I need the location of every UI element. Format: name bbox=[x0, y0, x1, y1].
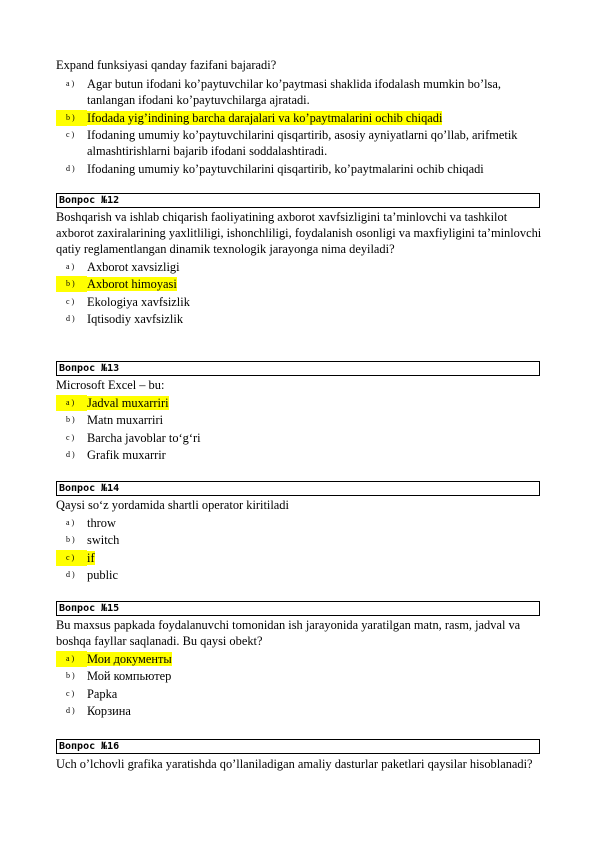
option-text: Ifodaning umumiy ko’paytuvchilarini qisqartirib, ko’paytmalarini ochib chiqadi bbox=[87, 161, 484, 176]
option-letter: a ) bbox=[66, 79, 75, 88]
question-15 bbox=[56, 617, 542, 719]
question-text: Microsoft Excel – bu: bbox=[56, 378, 165, 392]
option-text: throw bbox=[87, 515, 116, 530]
option-b[interactable] bbox=[56, 668, 542, 684]
option-letter: a ) bbox=[66, 261, 75, 271]
option-d[interactable] bbox=[56, 311, 542, 327]
option-a[interactable] bbox=[56, 76, 542, 108]
question-16 bbox=[56, 756, 542, 772]
options-list bbox=[56, 76, 542, 177]
option-text: switch bbox=[87, 533, 120, 547]
option-d[interactable] bbox=[56, 567, 542, 583]
option-c[interactable] bbox=[56, 430, 542, 446]
option-letter: b ) bbox=[66, 671, 75, 680]
option-text: Ifodada yig’indining barcha darajalari va ko’paytmalarini ochib chiqadi bbox=[87, 110, 443, 125]
option-letter: c ) bbox=[56, 550, 87, 566]
question-header-12: Вопрос №12 bbox=[56, 193, 540, 208]
option-letter: d ) bbox=[66, 570, 75, 579]
option-text: Axborot xavsizligi bbox=[87, 259, 180, 274]
option-b[interactable] bbox=[56, 276, 542, 292]
option-a[interactable] bbox=[56, 259, 542, 275]
option-b[interactable] bbox=[56, 412, 542, 428]
option-a[interactable] bbox=[56, 651, 542, 667]
option-letter: a ) bbox=[56, 395, 87, 411]
question-14 bbox=[56, 497, 542, 583]
option-text: Grafik muxarrir bbox=[87, 448, 166, 462]
option-text: Ifodaning umumiy ko’paytuvchilarini qisqartirib, asosiy ayniyatlarni qo’llab, arifmetik almashtirishlarni bajarib ifodani soddalashtiradi. bbox=[87, 128, 518, 158]
option-c[interactable] bbox=[56, 686, 542, 702]
option-d[interactable] bbox=[56, 703, 542, 719]
option-text: Мой компьютер bbox=[87, 669, 172, 683]
option-letter: a ) bbox=[66, 517, 75, 527]
option-a[interactable] bbox=[56, 395, 542, 411]
options-list bbox=[56, 395, 542, 464]
option-text: Barcha javoblar to‘g‘ri bbox=[87, 430, 201, 445]
option-text: Мои документы bbox=[87, 651, 172, 666]
question-text: Expand funksiyasi qanday fazifani bajaradi? bbox=[56, 58, 277, 72]
option-text: Jadval muxarriri bbox=[87, 395, 169, 410]
options-list bbox=[56, 515, 542, 584]
question-text: Qaysi so‘z yordamida shartli operator kiritiladi bbox=[56, 498, 289, 512]
option-text: Matn muxarriri bbox=[87, 413, 164, 427]
option-d[interactable] bbox=[56, 447, 542, 463]
option-letter: c ) bbox=[66, 296, 75, 306]
option-letter: b ) bbox=[56, 276, 87, 292]
question-header-13: Вопрос №13 bbox=[56, 361, 540, 376]
option-letter: c ) bbox=[66, 432, 75, 442]
option-text: Корзина bbox=[87, 704, 131, 718]
option-c[interactable] bbox=[56, 127, 542, 159]
option-letter: d ) bbox=[66, 450, 75, 459]
option-b[interactable] bbox=[56, 532, 542, 548]
option-text: Iqtisodiy xavfsizlik bbox=[87, 312, 184, 326]
option-letter: d ) bbox=[66, 163, 75, 173]
option-a[interactable] bbox=[56, 515, 542, 531]
options-list bbox=[56, 259, 542, 328]
question-text: Boshqarish va ishlab chiqarish faoliyatining axborot xavfsizligini ta’minlovchi va tashkilot axborot zaxiralarining yaxlitliligi, ishonchliligi, foydalanish osonligi va maxfiyligini ta’minlovchi qatiy reglamentlangan dinamik texnologik jarayonga nima deyiladi? bbox=[56, 210, 542, 256]
option-text: Papka bbox=[87, 686, 118, 701]
option-text: Axborot himoyasi bbox=[87, 277, 177, 291]
question-text: Uch o’lchovli grafika yaratishda qo’llaniladigan amaliy dasturlar paketlari qaysilar hisoblanadi? bbox=[56, 757, 533, 771]
option-letter: b ) bbox=[66, 415, 75, 424]
question-11 bbox=[56, 57, 542, 177]
option-letter: c ) bbox=[66, 130, 75, 139]
option-letter: a ) bbox=[56, 651, 87, 667]
question-text: Bu maxsus papkada foydalanuvchi tomonidan ish jarayonida yaratilgan matn, rasm, jadval va boshqa fayllar saqlanadi. Bu qaysi obekt? bbox=[56, 618, 521, 648]
option-text: Agar butun ifodani ko’paytuvchilar ko’paytmasi shaklida ifodalash mumkin bo’lsa, tanlangan ifodani ko’paytuvchilarga ajratadi. bbox=[87, 77, 501, 107]
option-letter: d ) bbox=[66, 706, 75, 715]
option-b[interactable] bbox=[56, 110, 542, 126]
option-letter: c ) bbox=[66, 688, 75, 698]
option-letter: d ) bbox=[66, 314, 75, 323]
question-header-14: Вопрос №14 bbox=[56, 481, 540, 496]
option-text: Ekologiya xavfsizlik bbox=[87, 294, 190, 309]
option-d[interactable] bbox=[56, 161, 542, 177]
option-c[interactable] bbox=[56, 550, 542, 566]
question-12 bbox=[56, 209, 542, 327]
option-text: if bbox=[87, 550, 95, 565]
option-letter: b ) bbox=[66, 535, 75, 544]
question-header-15: Вопрос №15 bbox=[56, 601, 540, 616]
option-c[interactable] bbox=[56, 294, 542, 310]
question-13 bbox=[56, 377, 542, 463]
option-text: public bbox=[87, 568, 118, 582]
option-letter: b ) bbox=[56, 110, 87, 126]
question-header-16: Вопрос №16 bbox=[56, 739, 540, 754]
options-list bbox=[56, 651, 542, 720]
